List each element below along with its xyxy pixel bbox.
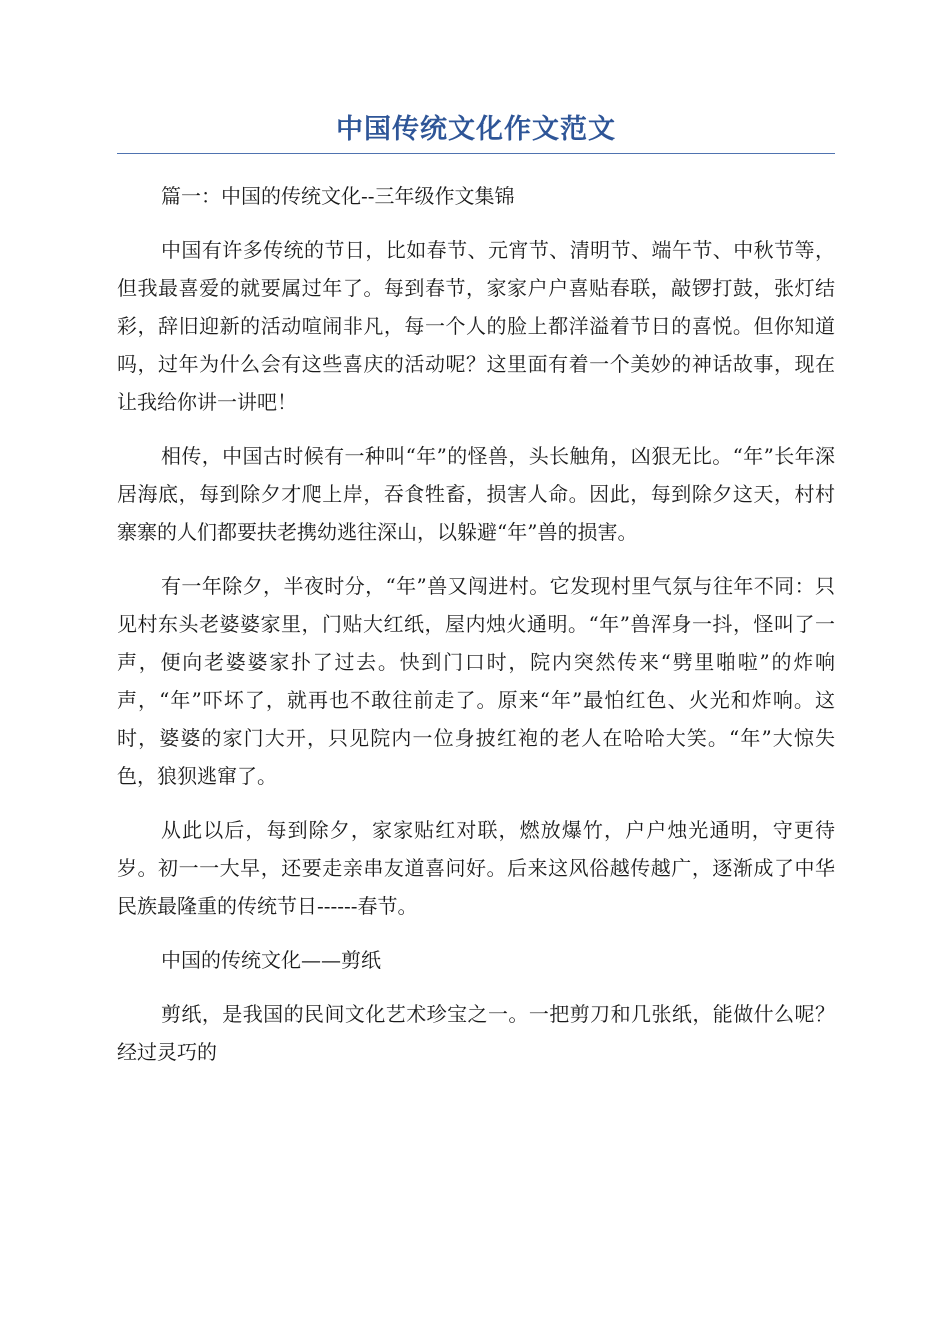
paragraph-nian-village: 有一年除夕，半夜时分，“年”兽又闯进村。它发现村里气氛与往年不同：只见村东头老婆婆家里，门贴大红纸，屋内烛火通明。“年”兽浑身一抖，怪叫了一声，便向老婆婆家扑了过去。快到门口时，院内突然传来“劈里啪啦”的炸响声，“年”吓坏了，就再也不敢往前走了。原来“年”最怕红色、火光和炸响。这时，婆婆的家门大开，只见院内一位身披红袍的老人在哈哈大笑。“年”大惊失色，狼狈逃窜了。	[117, 574, 835, 788]
paragraph-festivals: 中国有许多传统的节日，比如春节、元宵节、清明节、端午节、中秋节等，但我最喜爱的就要属过年了。每到春节，家家户户喜贴春联，敲锣打鼓，张灯结彩，辞旧迎新的活动喧闹非凡，每一个人的脸上都洋溢着节日的喜悦。但你知道吗，过年为什么会有这些喜庆的活动呢？这里面有着一个美妙的神话故事，现在让我给你讲一讲吧！	[117, 238, 835, 414]
document-title: 中国传统文化作文范文	[336, 114, 616, 145]
paragraph-spring-festival-custom: 从此以后，每到除夕，家家贴红对联，燃放爆竹，户户烛光通明，守更待岁。初一一大早，还要走亲串友道喜问好。后来这风俗越传越广，逐渐成了中华民族最隆重的传统节日------春节。	[117, 818, 835, 918]
paragraph-nian-legend: 相传，中国古时候有一种叫“年”的怪兽，头长触角，凶狠无比。“年”长年深居海底，每到除夕才爬上岸，吞食牲畜，损害人命。因此，每到除夕这天，村村寨寨的人们都要扶老携幼逃往深山，以躲避“年”兽的损害。	[117, 444, 835, 544]
section-heading-1: 篇一：中国的传统文化--三年级作文集锦	[161, 184, 515, 208]
title-underline	[117, 153, 835, 154]
document-page	[117, 110, 835, 1087]
paragraph-paper-cutting: 剪纸，是我国的民间文化艺术珍宝之一。一把剪刀和几张纸，能做什么呢？经过灵巧的	[117, 1002, 835, 1064]
section-heading-2: 中国的传统文化——剪纸	[161, 948, 381, 972]
